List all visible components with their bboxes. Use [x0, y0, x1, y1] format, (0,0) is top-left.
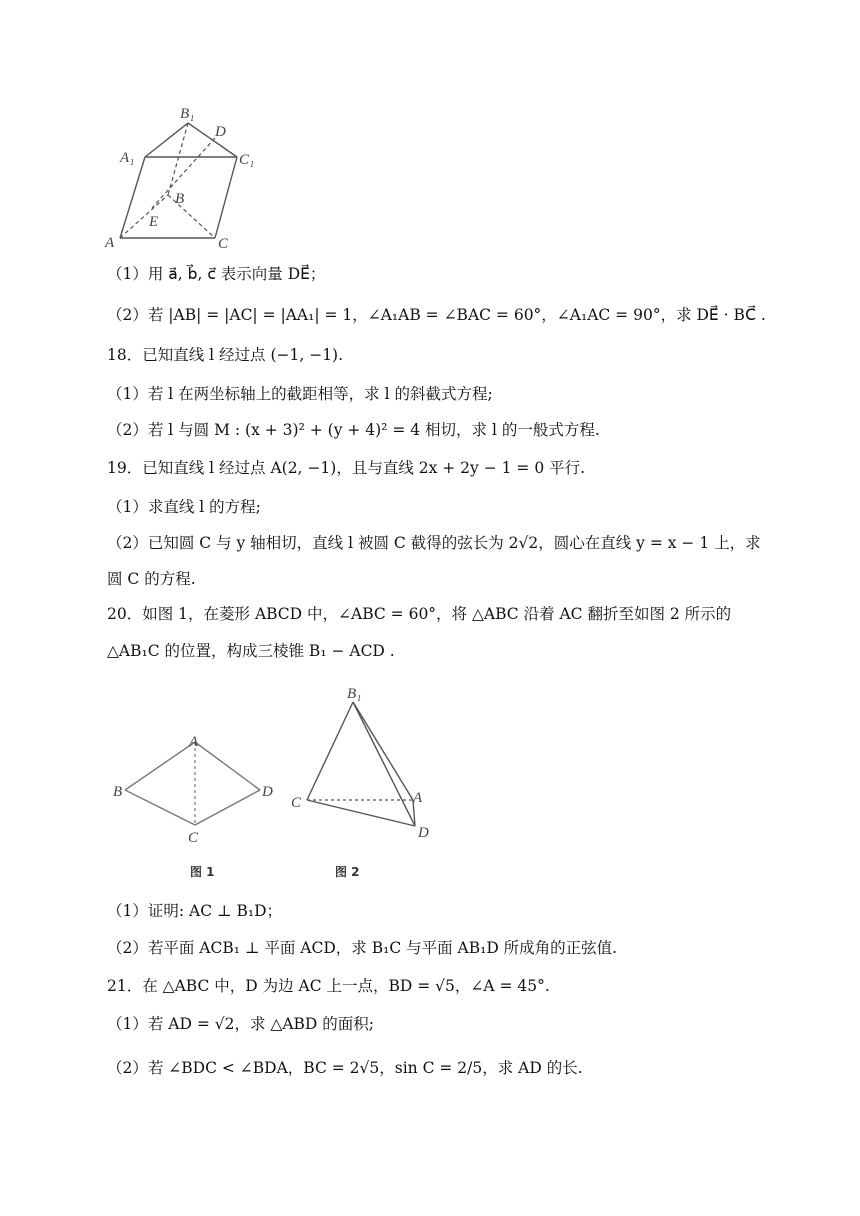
q19-part2-line2: 圆 C 的方程.: [107, 570, 196, 588]
figure-2-tetrahedron: [285, 680, 455, 890]
fig2-label-A: A: [413, 790, 423, 806]
fig1-label-B: B: [113, 784, 123, 800]
label-B1: B₁: [180, 106, 195, 122]
q17-part2: （2）若 |AB| = |AC| = |AA₁| = 1，∠A₁AB = ∠BAC = 60°，∠A₁AC = 90°，求 DE⃗ · BC⃗ .: [107, 306, 766, 324]
fig2-label-C: C: [291, 795, 302, 811]
label-E: E: [149, 214, 159, 230]
q19-stem: 19．已知直线 l 经过点 A(2, −1)，且与直线 2x + 2y − 1 = 0 平行.: [107, 459, 586, 477]
fig2-label-D: D: [418, 825, 429, 841]
q18-stem: 18．已知直线 l 经过点 (−1, −1).: [107, 346, 344, 364]
fig1-label-D: D: [262, 784, 273, 800]
q21-stem: 21．在 △ABC 中，D 为边 AC 上一点，BD = √5，∠A = 45°.: [107, 977, 550, 995]
q20-stem-line2: △AB₁C 的位置，构成三棱锥 B₁ − ACD .: [107, 642, 395, 660]
prism-figure: [100, 100, 270, 250]
q20-part2: （2）若平面 ACB₁ ⊥ 平面 ACD，求 B₁C 与平面 AB₁D 所成角的正弦值.: [107, 939, 618, 957]
fig1-label-A: A: [189, 734, 199, 750]
q19-part1: （1）求直线 l 的方程;: [107, 498, 261, 516]
label-B: B: [175, 191, 185, 207]
fig1-caption: 图 1: [190, 865, 215, 879]
fig2-caption: 图 2: [335, 865, 360, 879]
q20-part1: （1）证明: AC ⊥ B₁D；: [107, 902, 283, 920]
label-D: D: [215, 124, 226, 140]
q21-part1: （1）若 AD = √2，求 △ABD 的面积;: [107, 1015, 374, 1033]
label-C1: C₁: [239, 152, 255, 168]
fig1-label-C: C: [188, 830, 199, 846]
q20-stem-line1: 20．如图 1，在菱形 ABCD 中，∠ABC = 60°，将 △ABC 沿着 AC 翻折至如图 2 所示的: [107, 605, 732, 623]
q21-part2: （2）若 ∠BDC < ∠BDA，BC = 2√5，sin C = 2/5，求 AD 的长.: [107, 1059, 583, 1077]
q17-part1: （1）用 a⃗, b⃗, c⃗ 表示向量 DE⃗；: [107, 265, 326, 283]
label-C: C: [218, 236, 229, 250]
q18-part2: （2）若 l 与圆 M : (x + 3)² + (y + 4)² = 4 相切，求 l 的一般式方程.: [107, 421, 600, 439]
q19-part2-line1: （2）已知圆 C 与 y 轴相切，直线 l 被圆 C 截得的弦长为 2√2，圆心在直线 y = x − 1 上，求: [107, 534, 761, 552]
figure-1-rhombus: [110, 728, 280, 888]
label-A1: A₁: [120, 150, 135, 166]
q18-part1: （1）若 l 在两坐标轴上的截距相等，求 l 的斜截式方程;: [107, 385, 493, 403]
label-A: A: [105, 235, 115, 250]
fig2-label-B1: B₁: [347, 686, 362, 702]
